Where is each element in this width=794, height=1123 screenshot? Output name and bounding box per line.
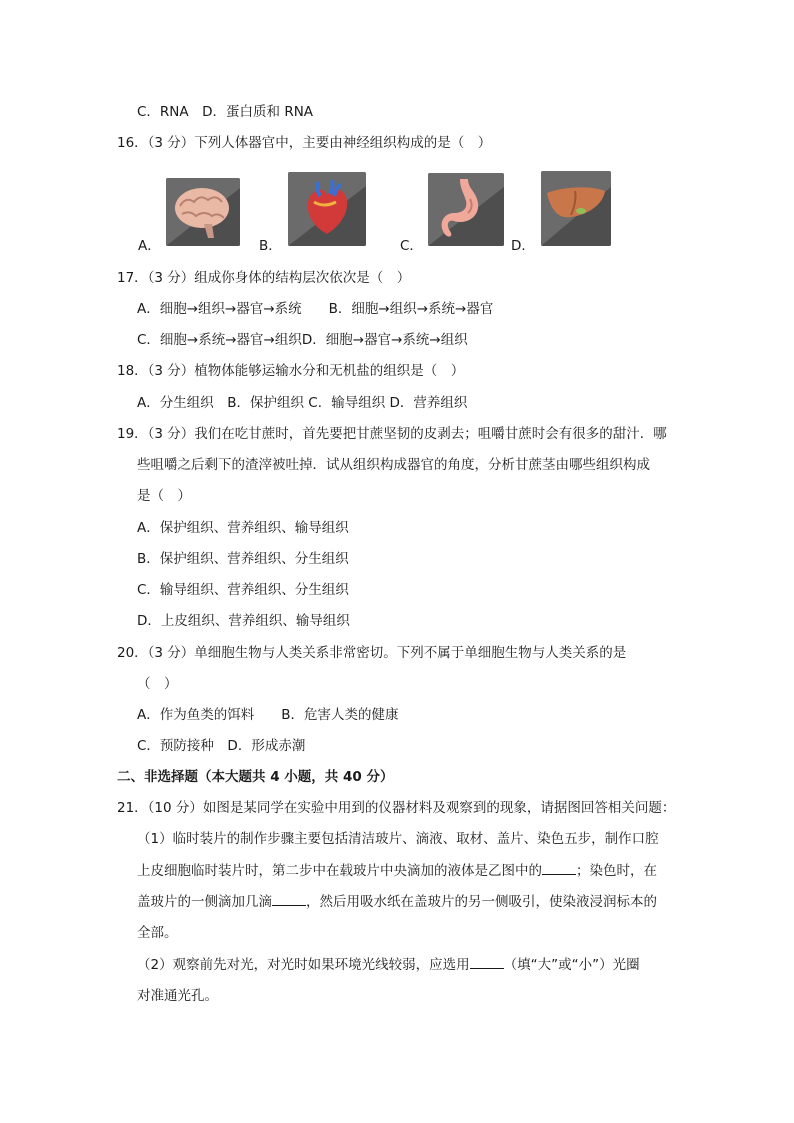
heart-image bbox=[288, 172, 366, 246]
q17-stem: 17．（3 分）组成你身体的结构层次依次是（ ） bbox=[117, 270, 411, 286]
q16-label-b: B． bbox=[259, 238, 282, 254]
q16-label-a: A． bbox=[138, 238, 161, 254]
q19-stem-line2: 些咀嚼之后剩下的渣滓被吐掉．试从组织构成器官的角度，分析甘蔗茎由哪些组织构成 bbox=[137, 457, 650, 473]
q21-part2-line1-text-a: （2）观察前先对光，对光时如果环境光线较弱，应选用 bbox=[137, 957, 470, 973]
q21-part1-line3-text-a: 盖玻片的一侧滴加几滴 bbox=[137, 894, 272, 910]
q16-label-c: C． bbox=[400, 238, 423, 254]
q19-option-d: D．上皮组织、营养组织、输导组织 bbox=[137, 613, 350, 629]
brain-icon bbox=[166, 178, 240, 246]
q18-stem: 18．（3 分）植物体能够运输水分和无机盐的组织是（ ） bbox=[117, 363, 465, 379]
q20-stem-line1: 20．（3 分）单细胞生物与人类关系非常密切。下列不属于单细胞生物与人类关系的是 bbox=[117, 645, 627, 661]
q21-part2-line1 bbox=[137, 955, 640, 975]
q17-options-line2: C．细胞→系统→器官→组织D．细胞→器官→系统→组织 bbox=[137, 332, 468, 348]
q18-options: A．分生组织 B．保护组织 C．输导组织 D．营养组织 bbox=[137, 395, 468, 411]
answer-blank-2[interactable] bbox=[272, 893, 306, 906]
q19-option-b: B．保护组织、营养组织、分生组织 bbox=[137, 551, 349, 567]
q21-part1-line4: 全部。 bbox=[137, 925, 178, 941]
section-heading: 二、非选择题（本大题共 4 小题，共 40 分） bbox=[117, 769, 394, 785]
q20-options-line1: A．作为鱼类的饵料 B．危害人类的健康 bbox=[137, 707, 399, 723]
q17-options-line1: A．细胞→组织→器官→系统 B．细胞→组织→系统→器官 bbox=[137, 301, 494, 317]
q19-stem-line1: 19．（3 分）我们在吃甘蔗时，首先要把甘蔗坚韧的皮剥去；咀嚼甘蔗时会有很多的甜汁．哪 bbox=[117, 426, 667, 442]
q15-options: C．RNA D．蛋白质和 RNA bbox=[137, 104, 314, 120]
q20-options-line2: C．预防接种 D．形成赤潮 bbox=[137, 738, 306, 754]
q21-stem: 21．（10 分）如图是某同学在实验中用到的仪器材料及观察到的现象，请据图回答相关问题： bbox=[117, 800, 676, 816]
answer-blank-1[interactable] bbox=[542, 862, 576, 875]
liver-icon bbox=[541, 171, 611, 246]
answer-blank-3[interactable] bbox=[470, 956, 504, 969]
stomach-icon bbox=[428, 173, 504, 246]
q19-option-a: A．保护组织、营养组织、输导组织 bbox=[137, 520, 349, 536]
heart-icon bbox=[288, 172, 366, 246]
q19-option-c: C．输导组织、营养组织、分生组织 bbox=[137, 582, 349, 598]
q21-part1-line2-text-a: 上皮细胞临时装片时，第二步中在载玻片中央滴加的液体是乙图中的 bbox=[137, 863, 542, 879]
q21-part1-line2 bbox=[137, 861, 657, 881]
q21-part1-line3-text-b: ，然后用吸水纸在盖玻片的另一侧吸引，使染液浸润标本的 bbox=[306, 894, 657, 910]
q20-stem-line2: （ ） bbox=[137, 676, 178, 692]
q21-part1-line3 bbox=[137, 892, 657, 912]
q21-part2-line1-text-b: （填“大”或“小”）光圈 bbox=[503, 957, 640, 973]
q21-part2-line2: 对准通光孔。 bbox=[137, 988, 218, 1004]
q21-part1-line1: （1）临时装片的制作步骤主要包括清洁玻片、滴液、取材、盖片、染色五步，制作口腔 bbox=[137, 831, 659, 847]
brain-image bbox=[166, 178, 240, 246]
liver-image bbox=[541, 171, 611, 246]
q19-stem-line3: 是（ ） bbox=[137, 488, 191, 504]
q16-label-d: D． bbox=[511, 238, 535, 254]
stomach-image bbox=[428, 173, 504, 246]
q16-stem: 16．（3 分）下列人体器官中，主要由神经组织构成的是（ ） bbox=[117, 135, 492, 151]
q21-part1-line2-text-b: ；染色时，在 bbox=[576, 863, 657, 879]
